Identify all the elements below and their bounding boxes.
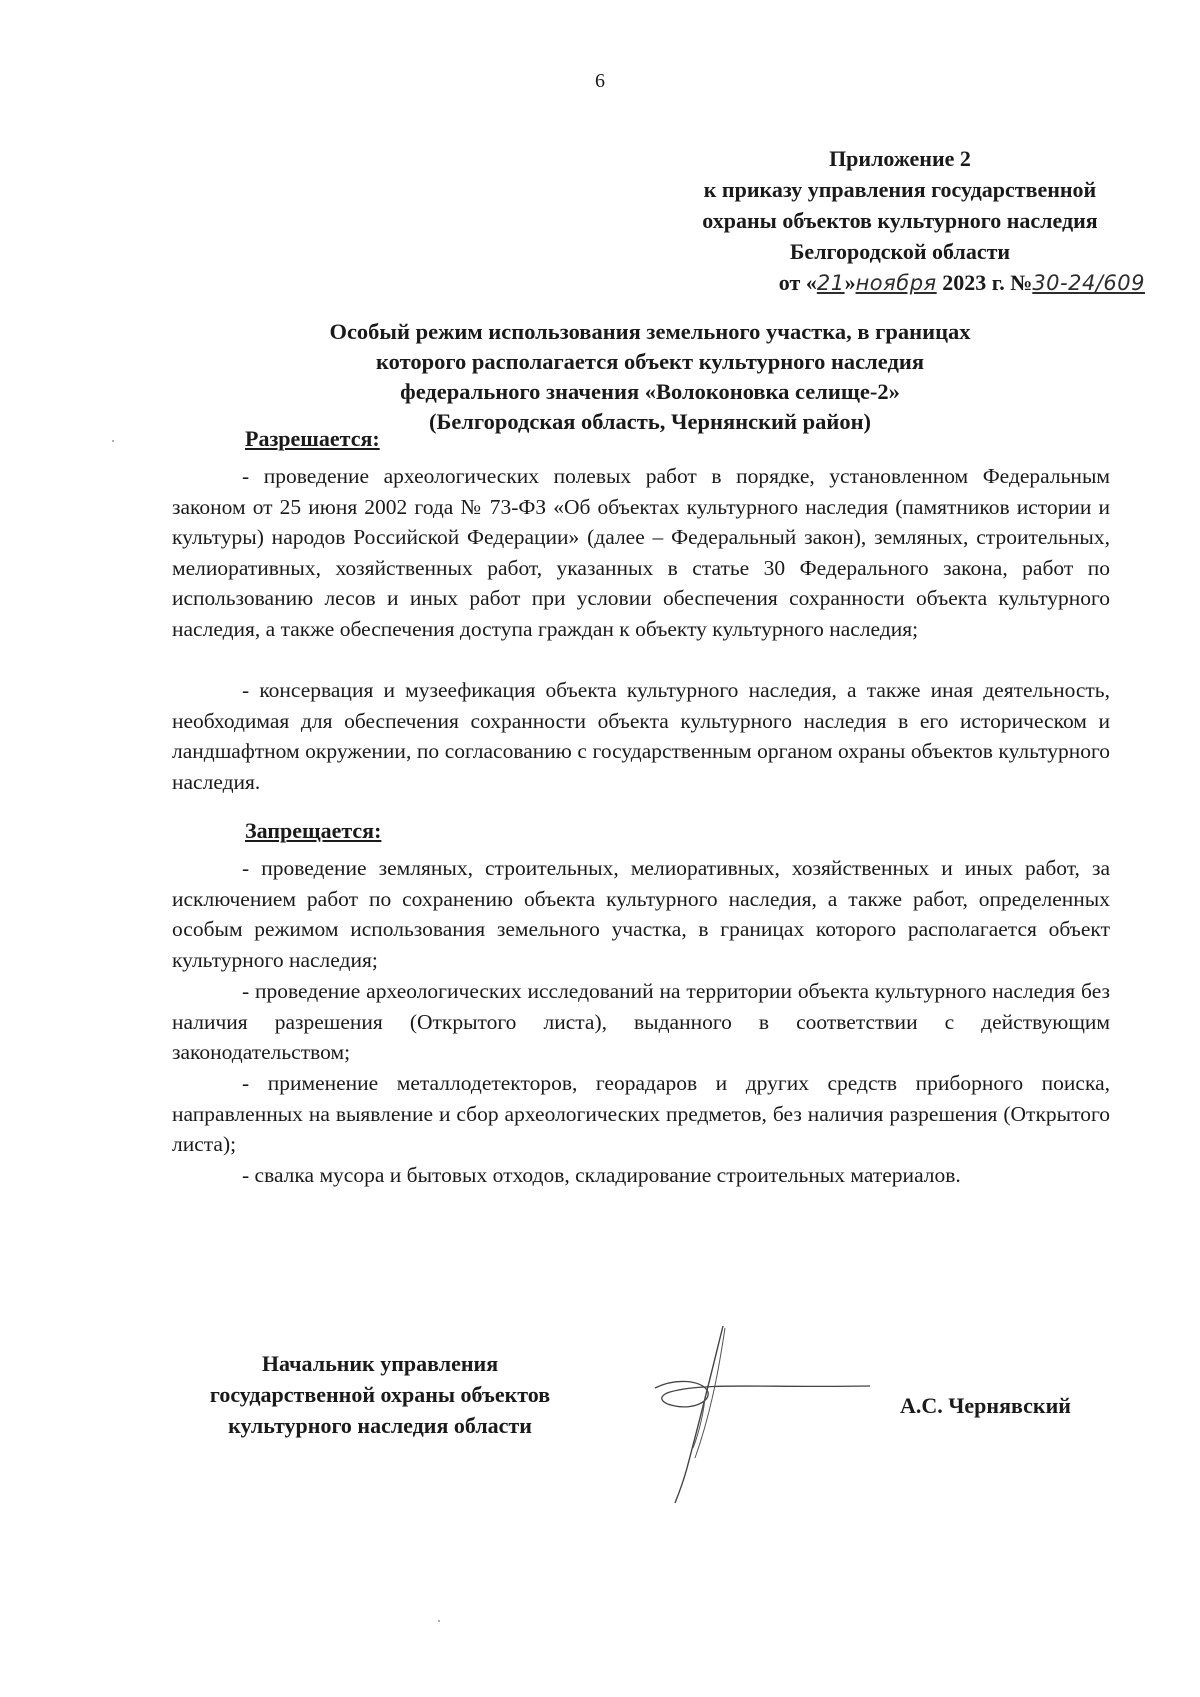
handwritten-signature: [645, 1318, 875, 1508]
signatory-title: [165, 1348, 595, 1441]
title-line-4: (Белгородская область, Чернянский район): [428, 409, 872, 434]
allowed-item-2: - консервация и музеефикация объекта культурного наследия, а также иная деятельность, необходимая для обеспечения сохранности объекта культурного наследия в его историческом и ландшафтном окружении, по согласованию с государственным органом охраны объектов культурного наследия.: [172, 678, 1110, 794]
scan-speck: [112, 440, 114, 442]
appendix-order-ref: к приказу управления государственной: [703, 177, 1097, 202]
date-year: 2023 г. №: [942, 270, 1033, 295]
signatory-line-3: культурного наследия области: [228, 1413, 532, 1438]
appendix-authority: охраны объектов культурного наследия: [702, 208, 1098, 233]
date-separator: »: [844, 270, 856, 295]
handwritten-day: 21: [816, 271, 845, 295]
forbidden-item-4: - свалка мусора и бытовых отходов, складирование строительных материалов.: [242, 1163, 961, 1187]
title-line-3: федерального значения «Волоконовка селище-2»: [400, 379, 900, 404]
forbidden-heading: Запрещается:: [245, 818, 382, 843]
forbidden-item-2: - проведение археологических исследований на территории объекта культурного наследия без наличия разрешения (Открытого листа), выданного в соответствии с действующим законодательством;: [172, 979, 1110, 1064]
signatory-line-2: государственной охраны объектов: [209, 1382, 551, 1407]
date-prefix: от «: [778, 270, 817, 295]
handwritten-doc-number: 30-24/609: [1032, 271, 1145, 295]
title-line-1: Особый режим использования земельного участка, в границах: [329, 319, 971, 344]
allowed-heading: Разрешается:: [245, 426, 380, 451]
appendix-date-line: [655, 267, 1145, 299]
appendix-header: [655, 143, 1145, 299]
appendix-title: Приложение 2: [829, 146, 971, 171]
title-line-2: которого располагается объект культурного наследия: [375, 349, 924, 374]
page-number: 6: [595, 70, 605, 92]
signatory-line-1: Начальник управления: [261, 1351, 499, 1376]
signatory-name: А.С. Чернявский: [900, 1393, 1071, 1418]
appendix-region: Белгородской области: [789, 239, 1011, 264]
handwritten-month: ноября: [855, 271, 937, 295]
forbidden-item-3: - применение металлодетекторов, георадаров и других средств приборного поиска, направленных на выявление и сбор археологических предметов, без наличия разрешения (Открытого листа);: [172, 1071, 1110, 1156]
allowed-item-1: - проведение археологических полевых работ в порядке, установленном Федеральным законом от 25 июня 2002 года № 73-ФЗ «Об объектах культурного наследия (памятников истории и культуры) народов Российской Федерации» (далее – Федеральный закон), земляных, строительных, мелиоративных, хозяйственных работ, указанных в статье 30 Федерального закона, работ по использованию лесов и иных работ при условии обеспечения сохранности объекта культурного наследия, а также обеспечения доступа граждан к объекту культурного наследия;: [172, 464, 1110, 641]
scan-speck: [438, 1620, 440, 1622]
forbidden-item-1: - проведение земляных, строительных, мелиоративных, хозяйственных и иных работ, за исключением работ по сохранению объекта культурного наследия, а также работ, определенных особым режимом использования земельного участка, в границах которого располагается объект культурного наследия;: [172, 856, 1110, 972]
document-title: [200, 317, 1100, 437]
